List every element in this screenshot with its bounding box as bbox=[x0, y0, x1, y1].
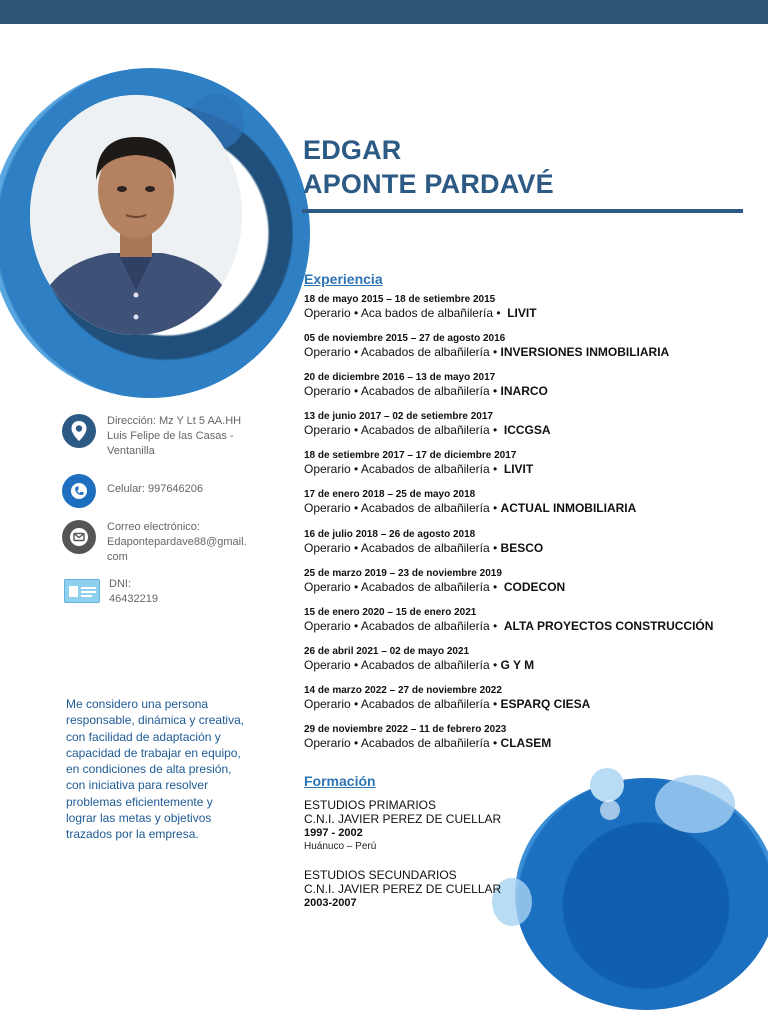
job-role-line bbox=[304, 736, 744, 751]
profile-photo bbox=[30, 95, 242, 335]
job-company: LIVIT bbox=[503, 462, 534, 477]
education-years: 2003-2007 bbox=[304, 897, 357, 909]
email-address[interactable]: Edapontepardave88@gmail.com bbox=[107, 536, 247, 563]
job-role-line bbox=[304, 501, 744, 516]
job-role-line bbox=[304, 658, 744, 673]
job-role-line bbox=[304, 423, 744, 438]
job-company: INVERSIONES INMOBILIARIA bbox=[500, 345, 670, 360]
experience-item bbox=[304, 411, 744, 450]
job-date: 16 de julio 2018 – 26 de agosto 2018 bbox=[304, 528, 476, 540]
job-company: CLASEM bbox=[500, 736, 552, 751]
job-role: Operario • Aca bados de albañilería • bbox=[304, 306, 508, 320]
job-date: 18 de mayo 2015 – 18 de setiembre 2015 bbox=[304, 294, 496, 305]
job-date: 25 de marzo 2019 – 23 de noviembre 2019 bbox=[304, 567, 502, 579]
name-divider bbox=[302, 209, 743, 213]
job-role: Operario • Acabados de albañilería • bbox=[304, 579, 504, 594]
experience-item bbox=[304, 450, 744, 489]
job-role-line bbox=[304, 384, 744, 399]
job-role-line bbox=[304, 580, 744, 595]
job-company: CODECON bbox=[503, 579, 566, 594]
email-label: Correo electrónico: bbox=[107, 521, 200, 533]
address-text: Dirección: Mz Y Lt 5 AA.HH Luis Felipe de las Casas - Ventanilla bbox=[107, 415, 242, 457]
bubble-decoration bbox=[590, 768, 624, 802]
portrait-illustration bbox=[30, 95, 242, 335]
job-role-line bbox=[304, 345, 744, 360]
job-company: INARCO bbox=[500, 384, 548, 399]
experience-item bbox=[304, 529, 744, 568]
profile-summary: Me considero una persona responsable, dinámica y creativa, con facilidad de adaptación y capacidad de trabajar en equipo, en condiciones de alta presión, con iniciativa para resolver problemas eficientemente y lograr las metas y objetivos trazados por la empresa. bbox=[66, 697, 245, 842]
job-company: ESPARQ CIESA bbox=[500, 696, 591, 711]
experience-item bbox=[304, 294, 744, 333]
job-role: Operario • Acabados de albañilería • bbox=[304, 462, 504, 477]
experience-item bbox=[304, 685, 744, 724]
dni-label: DNI: bbox=[109, 578, 131, 590]
phone-text: Celular: 997646206 bbox=[107, 483, 204, 495]
candidate-name bbox=[303, 133, 554, 201]
job-date: 20 de diciembre 2016 – 13 de mayo 2017 bbox=[304, 372, 496, 384]
job-date: 29 de noviembre 2022 – 11 de febrero 2023 bbox=[304, 724, 507, 736]
education-school: C.N.I. JAVIER PEREZ DE CUELLAR bbox=[304, 882, 502, 896]
job-role: Operario • Acabados de albañilería • bbox=[304, 345, 501, 360]
experience-item bbox=[304, 372, 744, 411]
envelope-icon bbox=[62, 520, 96, 554]
last-name: APONTE PARDAVÉ bbox=[303, 169, 554, 199]
job-company: ICCGSA bbox=[503, 423, 551, 438]
experience-item bbox=[304, 489, 744, 528]
education-years: 1997 - 2002 bbox=[304, 827, 363, 839]
experience-item bbox=[304, 724, 744, 763]
experience-item bbox=[304, 333, 744, 372]
experience-item bbox=[304, 568, 744, 607]
education-place: Huánuco – Perú bbox=[304, 841, 377, 852]
education-item bbox=[304, 798, 604, 853]
job-date: 14 de marzo 2022 – 27 de noviembre 2022 bbox=[304, 684, 502, 696]
education-item bbox=[304, 868, 604, 910]
id-card-icon bbox=[64, 579, 100, 603]
job-role: Operario • Acabados de albañilería • bbox=[304, 696, 501, 711]
job-role: Operario • Acabados de albañilería • bbox=[304, 736, 501, 751]
phone-icon bbox=[62, 474, 96, 508]
job-date: 13 de junio 2017 – 02 de setiembre 2017 bbox=[304, 411, 493, 423]
job-role-line bbox=[304, 619, 744, 634]
job-company: ACTUAL INMOBILIARIA bbox=[500, 501, 637, 516]
education-level: ESTUDIOS PRIMARIOS bbox=[304, 798, 437, 812]
job-company: LIVIT bbox=[507, 306, 537, 320]
first-name: EDGAR bbox=[303, 135, 402, 165]
job-role: Operario • Acabados de albañilería • bbox=[304, 540, 501, 555]
job-role: Operario • Acabados de albañilería • bbox=[304, 501, 501, 516]
email-block bbox=[107, 520, 249, 565]
education-school: C.N.I. JAVIER PEREZ DE CUELLAR bbox=[304, 812, 502, 826]
top-bar bbox=[0, 0, 768, 24]
job-date: 05 de noviembre 2015 – 27 de agosto 2016 bbox=[304, 333, 506, 345]
job-role: Operario • Acabados de albañilería • bbox=[304, 423, 504, 438]
job-date: 17 de enero 2018 – 25 de mayo 2018 bbox=[304, 489, 476, 501]
job-company: G Y M bbox=[500, 657, 535, 672]
dni-block bbox=[109, 577, 251, 607]
job-date: 26 de abril 2021 – 02 de mayo 2021 bbox=[304, 645, 470, 657]
bubble-decoration bbox=[655, 775, 735, 833]
job-company: BESCO bbox=[500, 540, 544, 555]
job-role: Operario • Acabados de albañilería • bbox=[304, 618, 504, 633]
dni-number: 46432219 bbox=[109, 593, 158, 605]
experience-item bbox=[304, 646, 744, 685]
job-role: Operario • Acabados de albañilería • bbox=[304, 384, 501, 399]
experience-heading: Experiencia bbox=[304, 271, 383, 287]
job-role: Operario • Acabados de albañilería • bbox=[304, 657, 501, 672]
education-level: ESTUDIOS SECUNDARIOS bbox=[304, 868, 457, 882]
job-role-line bbox=[304, 462, 744, 477]
job-company: ALTA PROYECTOS CONSTRUCCIÓN bbox=[503, 618, 714, 633]
job-role-line bbox=[304, 541, 744, 556]
experience-list bbox=[304, 294, 744, 763]
job-date: 15 de enero 2020 – 15 de enero 2021 bbox=[304, 606, 477, 618]
job-role-line bbox=[304, 306, 744, 321]
education-heading: Formación bbox=[304, 773, 376, 789]
location-pin-icon bbox=[62, 414, 96, 448]
experience-item bbox=[304, 607, 744, 646]
job-date: 18 de setiembre 2017 – 17 de diciembre 2017 bbox=[304, 450, 517, 462]
job-role-line bbox=[304, 697, 744, 712]
